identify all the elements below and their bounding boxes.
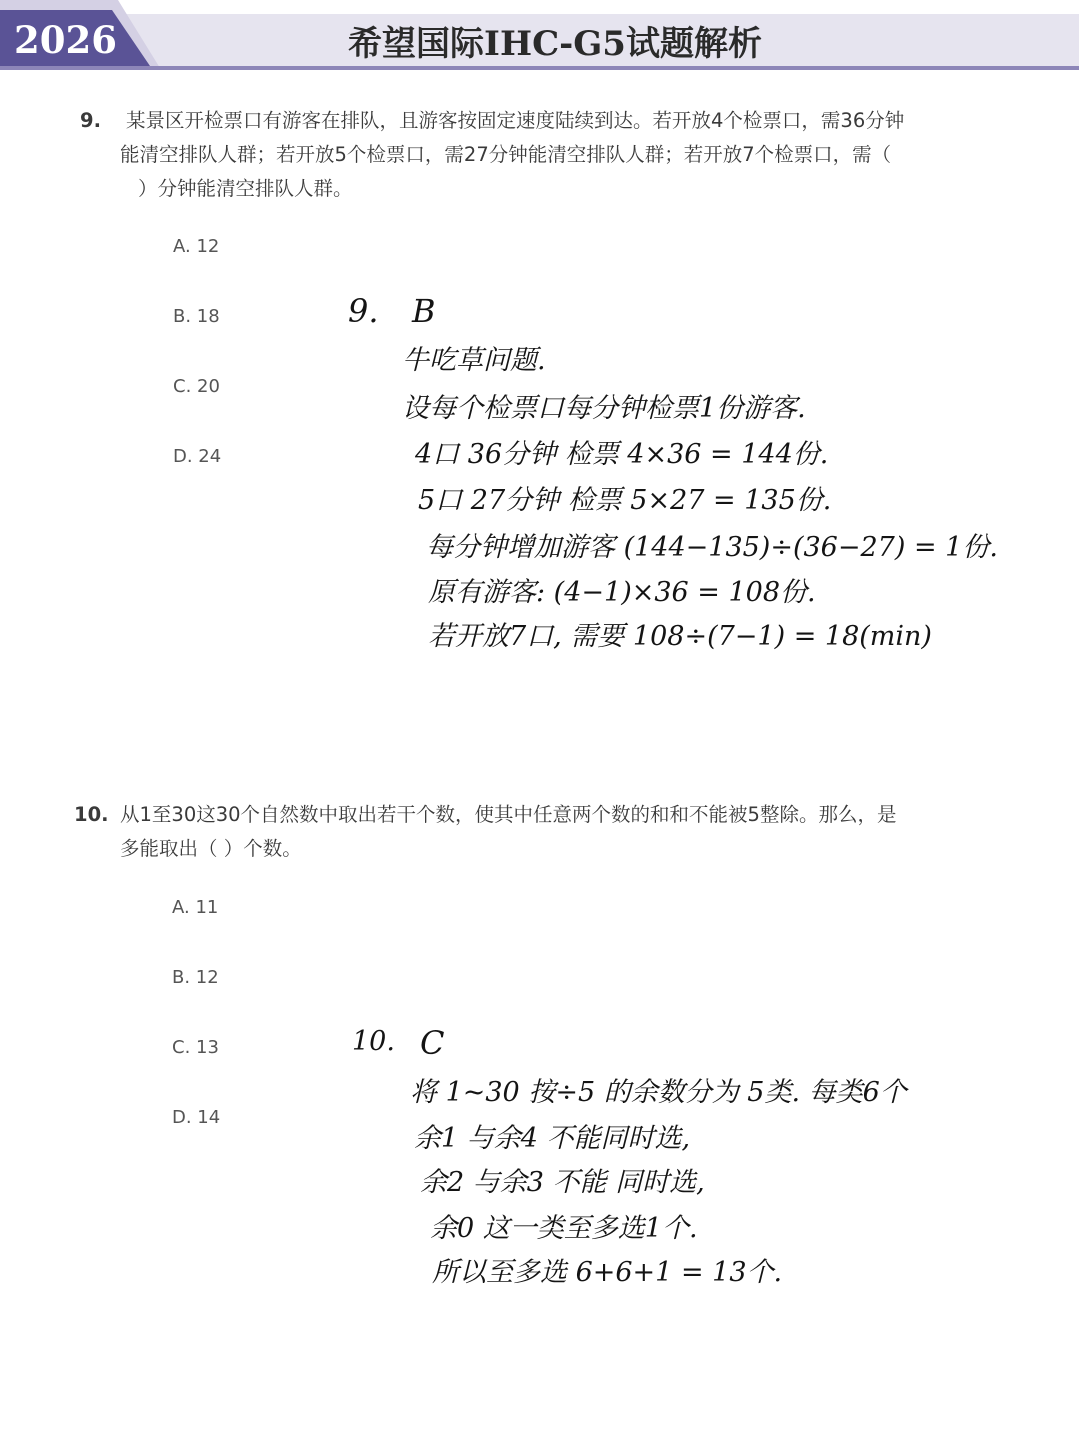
question-9-text-1: 某景区开检票口有游客在排队，且游客按固定速度陆续到达。若开放4个检票口，需36分钟	[126, 109, 905, 132]
question-10	[72, 798, 972, 866]
question-10-text-1: 从1至30这30个自然数中取出若干个数，使其中任意两个数的和和不能被5整除。那么，是	[120, 803, 897, 826]
solution-10-line-4: 余0 这一类至多选1个.	[430, 1213, 698, 1244]
question-9-line-1	[72, 104, 972, 138]
question-10-line-2: 多能取出（ ）个数。	[120, 837, 302, 860]
question-10-number: 10.	[74, 803, 109, 826]
header-underline	[0, 66, 1079, 70]
question-9-line-2: 能清空排队人群；若开放5个检票口，需27分钟能清空排队人群；若开放7个检票口，需（	[120, 143, 892, 166]
question-9	[72, 104, 972, 206]
question-10-option-b: B. 12	[172, 967, 219, 988]
question-9-option-b: B. 18	[173, 306, 220, 327]
question-9-line-3: ）分钟能清空排队人群。	[138, 177, 353, 200]
solution-9-line-7: 若开放7口, 需要 108÷(7−1) = 18(min)	[428, 621, 932, 652]
solution-10-line-5: 所以至多选 6+6+1 = 13个.	[432, 1257, 783, 1288]
question-10-option-c: C. 13	[172, 1037, 219, 1058]
solution-9-line-3: 4口 36分钟 检票 4×36 = 144份.	[415, 439, 829, 470]
answer-9-number: 9.	[348, 292, 379, 330]
solution-10-line-1: 将 1~30 按÷5 的余数分为 5类. 每类6个	[410, 1077, 907, 1108]
header-year: 2026	[14, 18, 117, 62]
solution-9-line-2: 设每个检票口每分钟检票1份游客.	[402, 393, 806, 424]
solution-9-line-1: 牛吃草问题.	[402, 345, 546, 376]
solution-9-line-6: 原有游客: (4−1)×36 = 108份.	[428, 577, 816, 608]
question-10-option-a: A. 11	[172, 897, 219, 918]
question-9-option-c: C. 20	[173, 376, 220, 397]
question-10-line-1	[72, 798, 972, 832]
answer-9-letter: B	[412, 292, 436, 330]
solution-9-line-5: 每分钟增加游客 (144−135)÷(36−27) = 1份.	[426, 532, 998, 563]
document-title: 希望国际IHC-G5试题解析	[348, 24, 762, 64]
question-10-option-d: D. 14	[172, 1107, 221, 1128]
solution-10-line-3: 余2 与余3 不能 同时选,	[420, 1167, 705, 1198]
page-header	[0, 0, 1079, 74]
answer-10-letter: C	[420, 1024, 445, 1062]
solution-9-line-4: 5口 27分钟 检票 5×27 = 135份.	[418, 485, 832, 516]
answer-10-number: 10.	[352, 1026, 395, 1057]
solution-10-line-2: 余1 与余4 不能同时选,	[414, 1123, 691, 1154]
question-9-number: 9.	[80, 109, 101, 132]
question-9-option-d: D. 24	[173, 446, 222, 467]
question-9-option-a: A. 12	[173, 236, 220, 257]
